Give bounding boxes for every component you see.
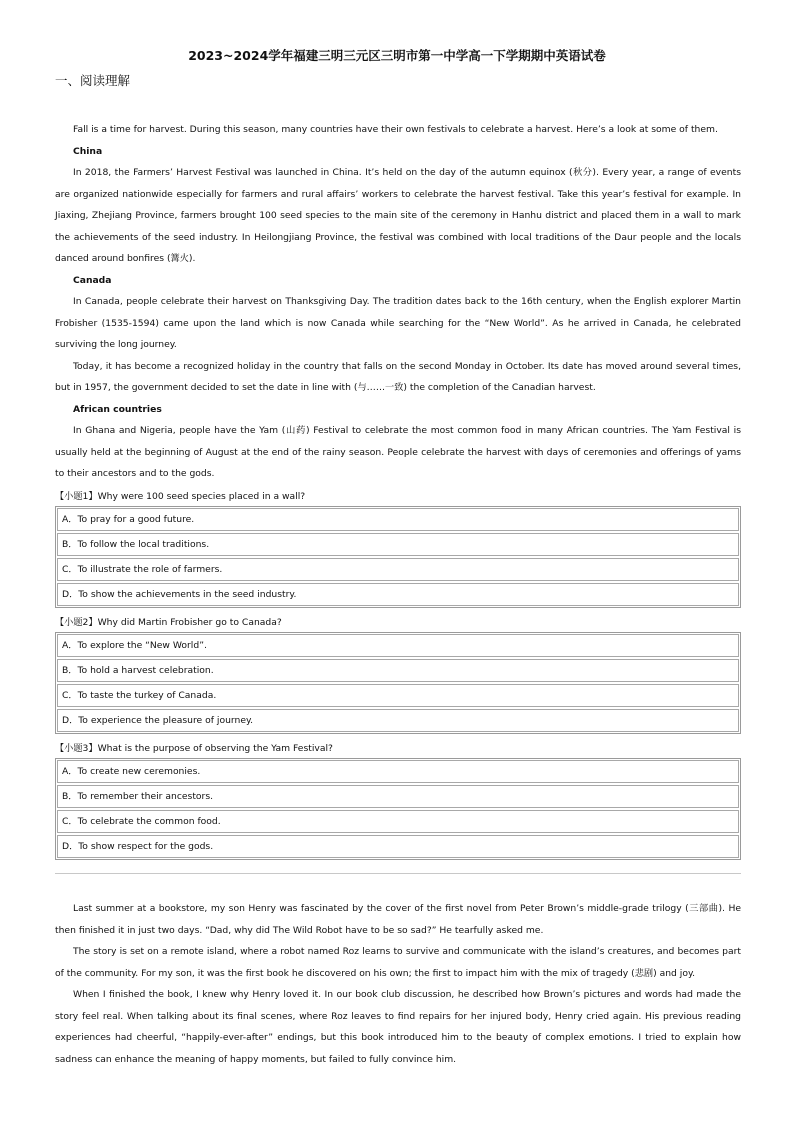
option-b[interactable]: B．To follow the local traditions. [57,533,739,556]
option-a[interactable]: A．To pray for a good future. [57,508,739,531]
option-c[interactable]: C．To illustrate the role of farmers. [57,558,739,581]
reading-passage-2 [55,898,741,1070]
passage-paragraph: Last summer at a bookstore, my son Henry was fascinated by the cover of the first novel from Peter Brown’s middle-grade trilogy (三部曲). He then finished it in just two days. “Dad, why did The Wild Robot have to be so sad?” He tearfully asked me. [55,903,741,936]
question-2-options [55,632,741,734]
page-title: 2023~2024学年福建三明三元区三明市第一中学高一下学期期中英语试卷 [188,48,606,63]
question-1-options [55,506,741,608]
section-heading: 一、阅读理解 [55,73,131,88]
option-d[interactable]: D．To show the achievements in the seed industry. [57,583,739,606]
passage-paragraph: Today, it has become a recognized holiday in the country that falls on the second Monday in October. Its date has moved around several times, but in 1957, the government decided to set the date in line with (与……一致) the completion of the Canadian harvest. [55,360,741,393]
option-c[interactable]: C．To taste the turkey of Canada. [57,684,739,707]
option-d[interactable]: D．To experience the pleasure of journey. [57,709,739,732]
subheading-africa: African countries [73,403,162,415]
question-3-stem: 【小题3】What is the purpose of observing the Yam Festival? [55,743,333,754]
passage-paragraph: When I finished the book, I knew why Henry loved it. In our book club discussion, he described how Brown’s pictures and words had made the story feel real. When talking about its final scenes, where Roz leaves to find repairs for her injured body, Henry cried again. His previous reading experiences had cheerful, “happily-ever-after” endings, but this book introduced him to the beauty of complex emotions. I tried to explain how sadness can enhance the meaning of happy moments, but failed to fully convince him. [55,989,741,1065]
passage-paragraph: Fall is a time for harvest. During this season, many countries have their own festivals to celebrate a harvest. Here’s a look at some of them. [73,124,718,135]
option-d[interactable]: D．To show respect for the gods. [57,835,739,858]
question-2-stem: 【小题2】Why did Martin Frobisher go to Canada? [55,617,282,628]
option-b[interactable]: B．To remember their ancestors. [57,785,739,808]
subheading-canada: Canada [73,274,112,286]
subheading-china: China [73,145,103,157]
option-a[interactable]: A．To create new ceremonies. [57,760,739,783]
reading-passage-1 [55,119,741,485]
passage-paragraph: In Ghana and Nigeria, people have the Yam (山药) Festival to celebrate the most common food in many African countries. The Yam Festival is usually held at the beginning of August at the end of the rainy season. People celebrate the harvest with days of ceremonies and offerings of yams to their ancestors and to the gods. [55,425,741,479]
passage-paragraph: In 2018, the Farmers’ Harvest Festival was launched in China. It’s held on the day of the autumn equinox (秋分). Every year, a range of events are organized nationwide especially for farmers and rural affairs’ workers to celebrate the harvest festival. Take this year’s festival for example. In Jiaxing, Zhejiang Province, farmers brought 100 seed species to the main site of the ceremony in Hanhu district and placed them in a wall to mark the achievements of the seed industry. In Heilongjiang Province, the festival was combined with local traditions of the Daur people and the locals danced around bonfires (篝火). [55,167,741,264]
option-c[interactable]: C．To celebrate the common food. [57,810,739,833]
option-b[interactable]: B．To hold a harvest celebration. [57,659,739,682]
question-3-options [55,758,741,860]
question-1-stem: 【小题1】Why were 100 seed species placed in a wall? [55,491,306,502]
section-divider [55,873,741,874]
option-a[interactable]: A．To explore the “New World”. [57,634,739,657]
passage-paragraph: In Canada, people celebrate their harvest on Thanksgiving Day. The tradition dates back to the 16th century, when the English explorer Martin Frobisher (1535-1594) came upon the land which is now Canada while searching for the “New World”. As he arrived in Canada, he celebrated surviving the long journey. [55,296,741,350]
passage-paragraph: The story is set on a remote island, where a robot named Roz learns to survive and communicate with the island’s creatures, and becomes part of the community. For my son, it was the first book he discovered on his own; the first to impact him with the mix of tragedy (悲剧) and joy. [55,946,741,979]
